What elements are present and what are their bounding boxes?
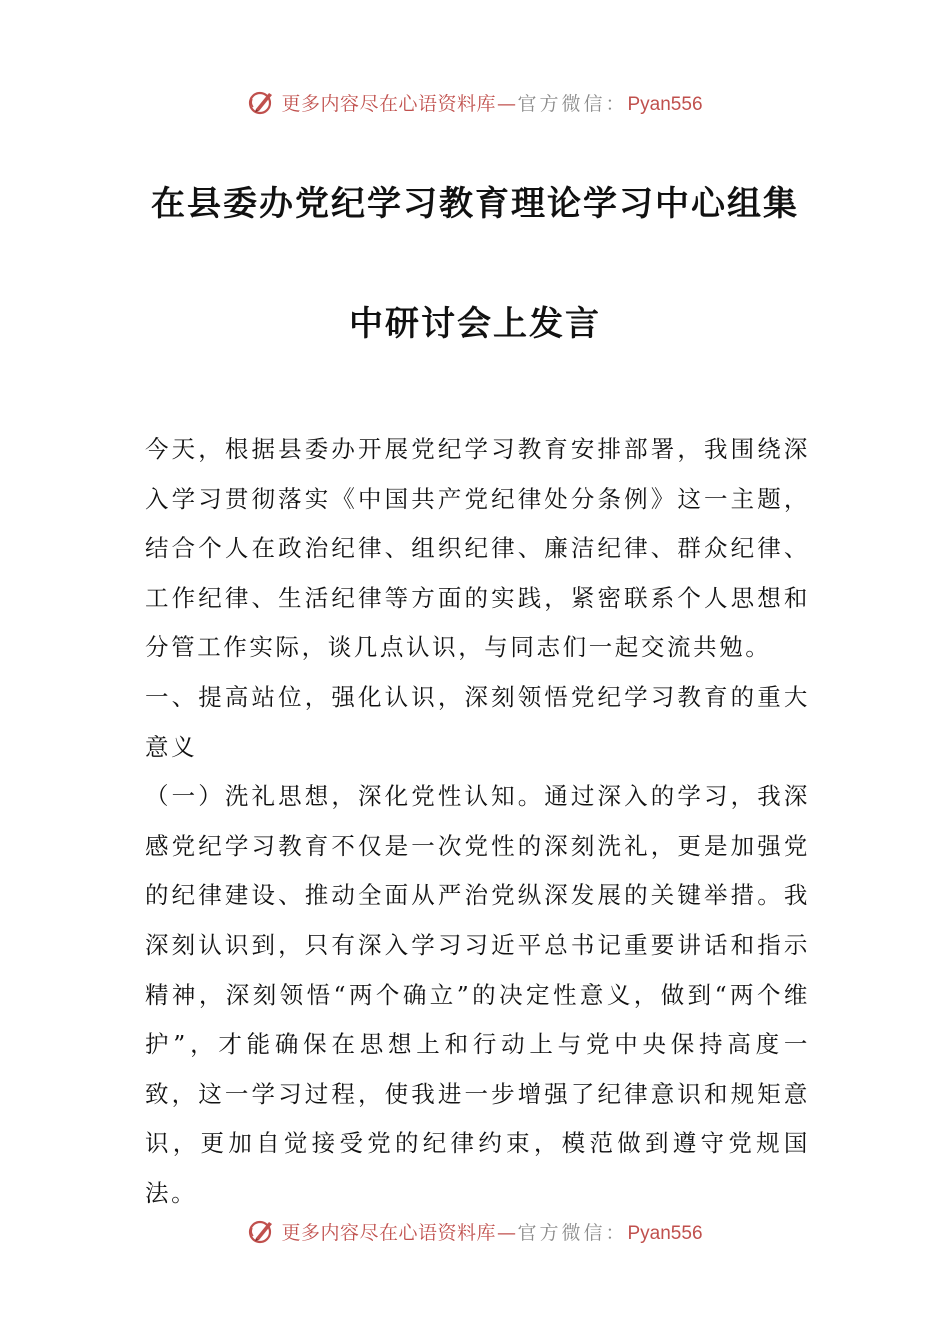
watermark-wechat-id: Pyan556 <box>627 1222 703 1244</box>
pen-circle-logo-icon <box>247 1216 277 1246</box>
section-heading-1: 一、提高站位，强化认识，深刻领悟党纪学习教育的重大意义 <box>145 682 810 761</box>
watermark-wechat-label: 官方微信： <box>517 1221 628 1244</box>
watermark-dash: — <box>496 1221 517 1244</box>
watermark-wechat-id: Pyan556 <box>627 93 703 115</box>
header-watermark <box>0 84 950 120</box>
document-title-line-1: 在县委办党纪学习教育理论学习中心组集 <box>151 184 799 224</box>
watermark-dash: — <box>496 92 517 115</box>
document-title-line-2: 中研讨会上发言 <box>349 304 601 344</box>
subsection-paragraph-1: （一）洗礼思想，深化党性认知。通过深入的学习，我深感党纪学习教育不仅是一次党性的深刻洗礼，更是加强党的纪律建设、推动全面从严治党纵深发展的关键举措。我深刻认识到，只有深入学习习近平总书记重要讲话和指示精神，深刻领悟“两个确立”的决定性意义，做到“两个维护”，才能确保在思想上和行动上与党中央保持高度一致，这一学习过程，使我进一步增强了纪律意识和规矩意识，更加自觉接受党的纪律约束，模范做到遵守党规国法。 <box>145 782 810 1207</box>
pen-circle-logo-icon <box>247 87 277 117</box>
watermark-text <box>281 89 702 116</box>
footer-watermark <box>0 1213 950 1249</box>
watermark-slogan: 更多内容尽在心语资料库 <box>281 92 496 115</box>
watermark-text <box>281 1218 702 1245</box>
intro-paragraph: 今天，根据县委办开展党纪学习教育安排部署，我围绕深入学习贯彻落实《中国共产党纪律处分条例》这一主题，结合个人在政治纪律、组织纪律、廉洁纪律、群众纪律、工作纪律、生活纪律等方面的实践，紧密联系个人思想和分管工作实际，谈几点认识，与同志们一起交流共勉。 <box>145 435 810 662</box>
document-body <box>145 425 810 1219</box>
watermark-slogan: 更多内容尽在心语资料库 <box>281 1221 496 1244</box>
watermark-wechat-label: 官方微信： <box>517 92 628 115</box>
